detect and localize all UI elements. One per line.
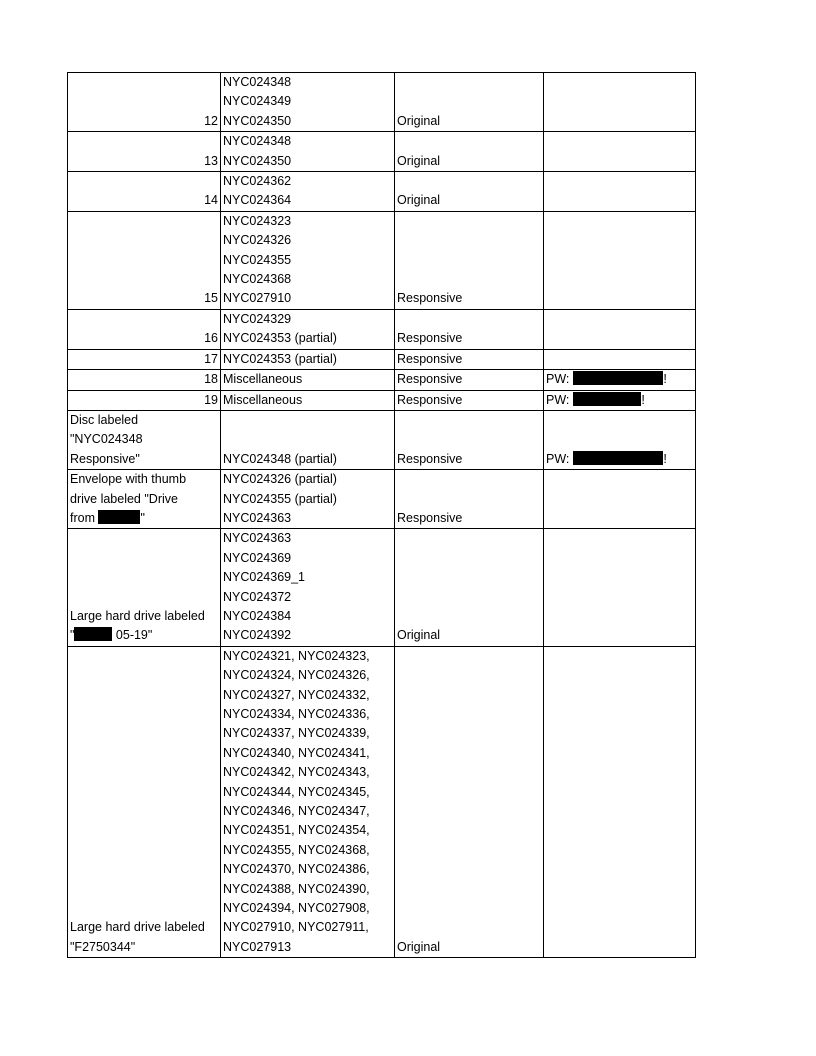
bates-number: NYC024329 xyxy=(223,311,292,326)
bates-cell xyxy=(221,132,395,172)
bates-number: NYC024350 xyxy=(223,113,292,128)
bates-number: NYC024355 xyxy=(223,252,292,267)
bates-cell xyxy=(221,211,395,309)
bates-cell xyxy=(221,390,395,410)
bates-number: NYC024344, NYC024345, xyxy=(223,784,370,799)
item-cell xyxy=(68,132,221,172)
status-text: Responsive xyxy=(397,291,463,306)
notes-cell xyxy=(544,370,696,390)
password-suffix: ! xyxy=(663,372,667,387)
status-text: Original xyxy=(397,193,441,208)
item-description-text: drive labeled "Drive xyxy=(70,491,178,506)
bates-number: NYC024349 xyxy=(223,94,292,109)
redaction-box xyxy=(74,627,112,641)
bates-number: NYC024369_1 xyxy=(223,570,306,585)
item-description-line xyxy=(70,470,218,489)
redaction-box xyxy=(573,451,663,465)
notes-cell xyxy=(544,172,696,212)
item-description-text: Disc labeled xyxy=(70,412,139,427)
notes-cell xyxy=(544,132,696,172)
item-number: 19 xyxy=(204,392,218,407)
redaction-box xyxy=(573,371,663,385)
bates-number: NYC024364 xyxy=(223,193,292,208)
status-text: Responsive xyxy=(397,392,463,407)
bates-number: NYC024323 xyxy=(223,213,292,228)
bates-number: NYC024369 xyxy=(223,550,292,565)
status-cell xyxy=(395,349,544,369)
status-cell xyxy=(395,73,544,132)
bates-number: NYC024355, NYC024368, xyxy=(223,842,370,857)
item-number: 12 xyxy=(204,113,218,128)
item-cell xyxy=(68,211,221,309)
item-description-line xyxy=(70,607,218,626)
status-text: Responsive xyxy=(397,510,463,525)
item-number: 14 xyxy=(204,193,218,208)
bates-number: NYC027910 xyxy=(223,291,292,306)
bates-number: NYC024348 (partial) xyxy=(223,451,337,466)
bates-number: NYC024350 xyxy=(223,153,292,168)
status-cell xyxy=(395,529,544,646)
table-row xyxy=(68,132,696,172)
bates-number: NYC024384 xyxy=(223,608,292,623)
status-cell xyxy=(395,390,544,410)
bates-number: NYC024342, NYC024343, xyxy=(223,765,370,780)
item-description-text: Large hard drive labeled xyxy=(70,920,205,935)
item-cell xyxy=(68,390,221,410)
notes-cell xyxy=(544,309,696,349)
status-text: Responsive xyxy=(397,451,463,466)
notes-cell xyxy=(544,646,696,958)
bates-number: Miscellaneous xyxy=(223,372,303,387)
notes-cell xyxy=(544,211,696,309)
bates-cell xyxy=(221,410,395,469)
redaction-box xyxy=(573,392,641,406)
bates-cell xyxy=(221,470,395,529)
status-text: Responsive xyxy=(397,372,463,387)
bates-number: NYC024348 xyxy=(223,134,292,149)
item-cell xyxy=(68,309,221,349)
bates-number: NYC024348 xyxy=(223,75,292,89)
bates-number: NYC024368 xyxy=(223,272,292,287)
status-cell xyxy=(395,211,544,309)
password-note xyxy=(546,450,693,469)
item-description-line xyxy=(70,450,218,469)
notes-cell xyxy=(544,73,696,132)
item-number: 16 xyxy=(204,331,218,346)
status-text: Original xyxy=(397,113,441,128)
table-row xyxy=(68,73,696,132)
password-label: PW: xyxy=(546,451,570,466)
bates-number: NYC024355 (partial) xyxy=(223,491,337,506)
bates-number: NYC024363 xyxy=(223,510,292,525)
item-description-line xyxy=(70,430,218,449)
item-description-text: " xyxy=(70,628,75,643)
bates-number: NYC024392 xyxy=(223,628,292,643)
table-row xyxy=(68,349,696,369)
status-cell xyxy=(395,309,544,349)
bates-number: NYC024351, NYC024354, xyxy=(223,823,370,838)
bates-cell xyxy=(221,309,395,349)
item-cell xyxy=(68,470,221,529)
bates-cell xyxy=(221,349,395,369)
item-description-line xyxy=(70,509,218,528)
bates-cell xyxy=(221,529,395,646)
item-description-line xyxy=(70,918,218,937)
bates-number: NYC024327, NYC024332, xyxy=(223,687,370,702)
status-cell xyxy=(395,132,544,172)
bates-number: NYC024346, NYC024347, xyxy=(223,804,370,819)
redaction-box xyxy=(98,510,140,524)
item-description-text: "NYC024348 xyxy=(70,432,143,447)
bates-number: NYC024326 xyxy=(223,233,292,248)
status-text: Original xyxy=(397,939,441,954)
item-description-text: from xyxy=(70,510,99,525)
item-description-line xyxy=(70,938,218,957)
status-cell xyxy=(395,370,544,390)
password-suffix: ! xyxy=(641,392,645,407)
item-cell xyxy=(68,349,221,369)
item-description-line xyxy=(70,626,218,645)
bates-number: NYC024337, NYC024339, xyxy=(223,726,370,741)
status-text: Original xyxy=(397,628,441,643)
bates-number: NYC024334, NYC024336, xyxy=(223,707,370,721)
password-label: PW: xyxy=(546,392,570,407)
bates-cell xyxy=(221,73,395,132)
password-suffix: ! xyxy=(663,451,667,466)
bates-number: NYC024340, NYC024341, xyxy=(223,745,370,760)
bates-number: NYC024372 xyxy=(223,589,292,604)
bates-number: NYC027910, NYC027911, xyxy=(223,920,369,935)
item-cell xyxy=(68,73,221,132)
bates-number: NYC024353 (partial) xyxy=(223,331,337,346)
table-row xyxy=(68,390,696,410)
evidence-table-body xyxy=(68,73,696,958)
notes-cell xyxy=(544,390,696,410)
item-description-line xyxy=(70,411,218,430)
notes-cell xyxy=(544,470,696,529)
password-note xyxy=(546,370,693,389)
bates-number: NYC024324, NYC024326, xyxy=(223,668,370,683)
item-description-text: " xyxy=(140,510,145,525)
bates-number: NYC027913 xyxy=(223,939,292,954)
table-row xyxy=(68,211,696,309)
table-row xyxy=(68,309,696,349)
notes-cell xyxy=(544,349,696,369)
bates-number: NYC024394, NYC027908, xyxy=(223,901,370,916)
bates-number: NYC024353 (partial) xyxy=(223,351,337,366)
table-row xyxy=(68,529,696,646)
table-row xyxy=(68,646,696,958)
password-note xyxy=(546,391,693,410)
bates-number: NYC024370, NYC024386, xyxy=(223,862,370,877)
bates-number: NYC024321, NYC024323, xyxy=(223,648,370,663)
item-number: 18 xyxy=(204,372,218,387)
bates-number: Miscellaneous xyxy=(223,392,303,407)
bates-number: NYC024363 xyxy=(223,531,292,546)
status-text: Responsive xyxy=(397,351,463,366)
bates-cell xyxy=(221,172,395,212)
status-cell xyxy=(395,172,544,212)
item-cell xyxy=(68,529,221,646)
notes-cell xyxy=(544,410,696,469)
bates-number: NYC024388, NYC024390, xyxy=(223,881,370,896)
item-number: 15 xyxy=(204,291,218,306)
bates-number: NYC024362 xyxy=(223,174,292,189)
table-row xyxy=(68,172,696,212)
status-cell xyxy=(395,470,544,529)
bates-cell xyxy=(221,370,395,390)
item-number: 17 xyxy=(204,351,218,366)
table-row xyxy=(68,370,696,390)
item-number: 13 xyxy=(204,153,218,168)
item-description-text: 05-19" xyxy=(112,628,153,643)
item-cell xyxy=(68,370,221,390)
status-cell xyxy=(395,410,544,469)
evidence-table xyxy=(67,72,696,958)
table-row xyxy=(68,470,696,529)
notes-cell xyxy=(544,529,696,646)
password-label: PW: xyxy=(546,372,570,387)
item-cell xyxy=(68,410,221,469)
item-cell xyxy=(68,646,221,958)
item-description-text: Envelope with thumb xyxy=(70,472,187,487)
status-cell xyxy=(395,646,544,958)
item-description-text: Large hard drive labeled xyxy=(70,608,205,623)
status-text: Original xyxy=(397,153,441,168)
bates-cell xyxy=(221,646,395,958)
bates-number: NYC024326 (partial) xyxy=(223,472,337,487)
item-description-line xyxy=(70,490,218,509)
item-description-text: "F2750344" xyxy=(70,939,136,954)
item-cell xyxy=(68,172,221,212)
status-text: Responsive xyxy=(397,331,463,346)
table-row xyxy=(68,410,696,469)
item-description-text: Responsive" xyxy=(70,451,140,466)
